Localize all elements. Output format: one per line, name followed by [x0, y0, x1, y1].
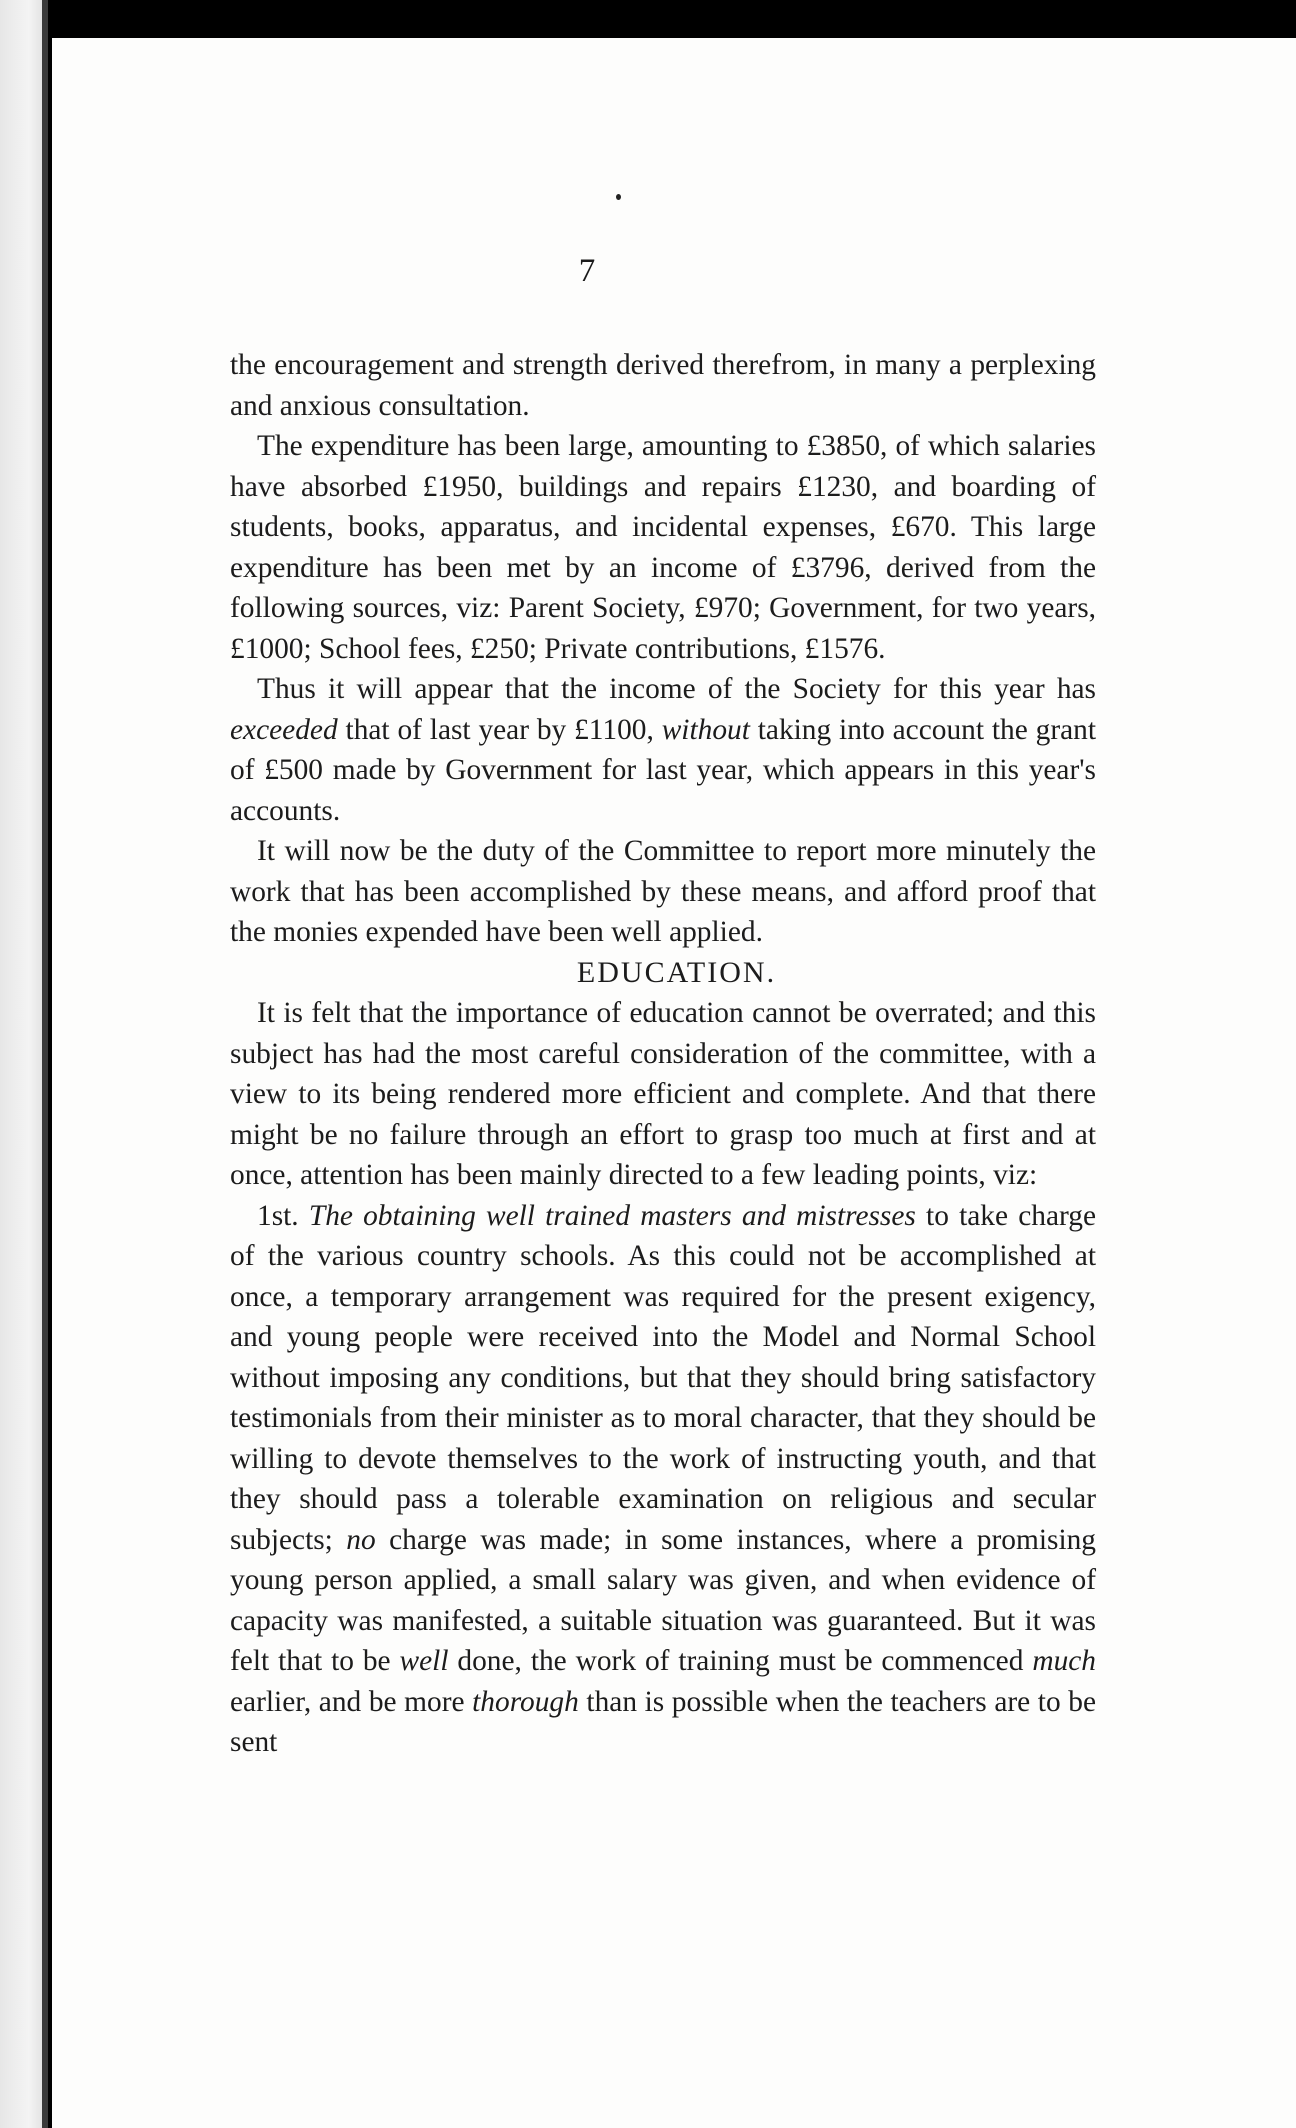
italic-run: well	[399, 1645, 449, 1677]
paragraph-1: the encouragement and strength derived therefrom, in many a perplexing and anxious consultation.	[230, 349, 1096, 422]
book-page	[52, 38, 1296, 2128]
italic-run: no	[346, 1523, 376, 1556]
page-number: 7	[578, 253, 596, 289]
paragraph-expenditure: The expenditure has been large, amounting to £3850, of which salaries have absorbed £1950, buildings and repairs £1230, and boarding of students, books, apparatus, and incidental expenses, £670. This large expenditure has been met by an income of £3796, derived from the following sources, viz: Parent Society, £970; Government, for two years, £1000; School fees, £250; Private contributions, £1576.	[230, 430, 1096, 665]
text-run: that of last year by £1100,	[337, 713, 662, 746]
text-run: charge was made; in some instances, where a promising young person applied, a small salary was given, and when evidence of capacity was manifested, a suitable situation was guaranteed. But it was felt that to be	[230, 1523, 1096, 1677]
text-run: 1st.	[257, 1199, 309, 1232]
text-run: to take charge of the various country schools. As this could not be accomplished at once, a temporary arrangement was required for the present exigency, and young people were received into the Model and Normal School without imposing any conditions, but that they should bring satisfactory testimonials from their minister as to moral character, that they should be willing to devote themselves to the work of instructing youth, and that they should pass a tolerable examination on religious and secular subjects;	[230, 1199, 1097, 1556]
paragraph-first-point	[230, 1196, 1096, 1763]
text-run: earlier, and be more	[230, 1685, 473, 1718]
italic-run: without	[661, 713, 750, 746]
paragraph-income	[230, 669, 1096, 831]
text-run: taking into account the grant of £500 made by Government for last year, which appears in this year's accounts.	[230, 713, 1097, 827]
body-text	[230, 345, 1096, 1763]
page-gutter-shadow	[42, 0, 48, 2128]
paragraph-duty: It will now be the duty of the Committee to report more minutely the work that has been accomplished by these means, and afford proof that the monies expended have been well applied.	[230, 835, 1096, 948]
text-run: Thus it will appear that the income of the Society for this year has	[257, 673, 1096, 705]
italic-run: exceeded	[230, 713, 338, 746]
text-run: done, the work of training must be commenced	[448, 1645, 1033, 1677]
italic-run: The obtaining well trained masters and mistresses	[308, 1199, 916, 1232]
print-speck	[616, 194, 621, 200]
text-run: than is possible when the teachers are to be sent	[230, 1685, 1096, 1758]
section-heading: EDUCATION.	[576, 955, 777, 989]
italic-run: much	[1032, 1645, 1097, 1677]
italic-run: thorough	[472, 1685, 579, 1718]
adjacent-page-edge	[0, 0, 48, 2128]
paragraph-education: It is felt that the importance of education cannot be overrated; and this subject has had the most careful consideration of the committee, with a view to its being rendered more efficient and complete. And that there might be no failure through an effort to grasp too much at first and at once, attention has been mainly directed to a few leading points, viz:	[230, 997, 1096, 1191]
